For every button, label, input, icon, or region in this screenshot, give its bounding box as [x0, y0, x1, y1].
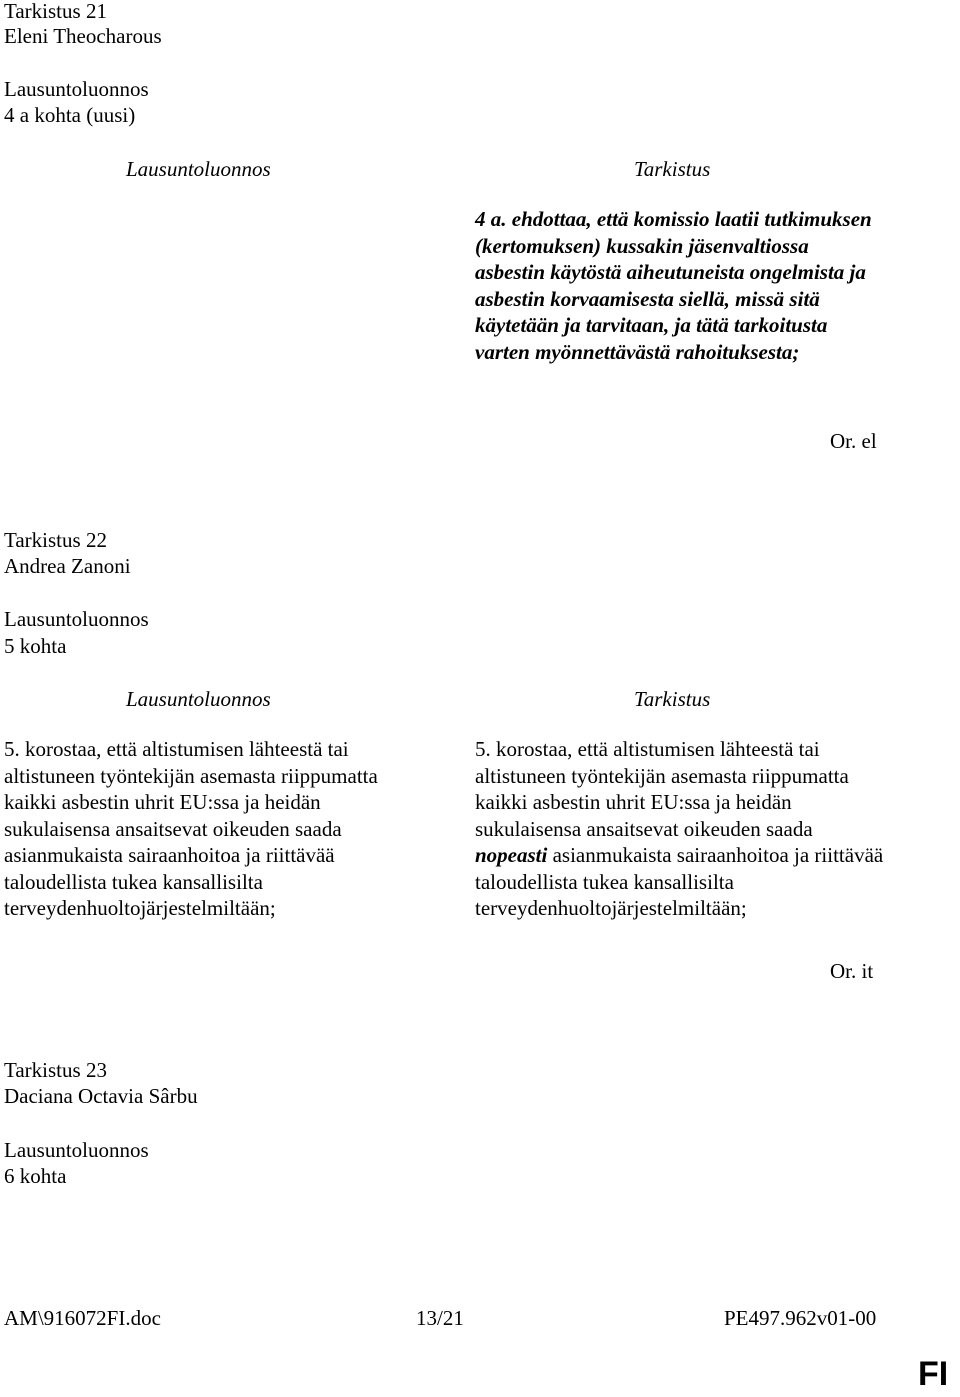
amendment-23-number: Tarkistus 23 — [4, 1058, 107, 1082]
amendment-23-proposal-label: Lausuntoluonnos — [4, 1138, 149, 1162]
amendment-22-paragraph: 5 kohta — [4, 634, 67, 658]
amendment-22-header-draft: Lausuntoluonnos — [126, 687, 271, 711]
amendment-21-amendment-text: 4 a. ehdottaa, että komissio laatii tutkimuksen (kertomuksen) kussakin jäsenvaltiossa asbestin käytöstä aiheutuneista ongelmista ja asbestin korvaamisesta siellä, missä sitä käytetään ja tarvitaan, ja tätä tarkoitusta varten myönnettävästä rahoituksesta; — [475, 207, 872, 364]
footer-language-mark: FI — [918, 1355, 949, 1393]
amendment-21-proposal-label: Lausuntoluonnos — [4, 77, 149, 101]
amendment-22-proposal-label: Lausuntoluonnos — [4, 607, 149, 631]
amendment-22-header-amendment: Tarkistus — [634, 687, 711, 711]
amendment-23-author: Daciana Octavia Sârbu — [4, 1084, 198, 1108]
amendment-22-original-language: Or. it — [830, 959, 874, 983]
amendment-21-author: Eleni Theocharous — [4, 24, 162, 48]
amendment-21-header-amendment: Tarkistus — [634, 157, 711, 181]
amendment-21-number: Tarkistus 21 — [4, 0, 107, 23]
amendment-21-original-language: Or. el — [830, 429, 877, 453]
amendment-21-paragraph: 4 a kohta (uusi) — [4, 103, 136, 127]
amendment-22-amendment-text — [475, 736, 885, 922]
amendment-22-amendment-text-part2: asianmukaista sairaanhoitoa ja riittävää taloudellista tukea kansallisilta terveydenhuoltojärjestelmiltään; — [475, 843, 884, 920]
footer-page-number: 13/21 — [416, 1306, 464, 1330]
amendment-22-amendment-emphasis: nopeasti — [475, 843, 548, 867]
footer-pe-ref: PE497.962v01-00 — [724, 1306, 877, 1330]
footer-doc-ref: AM\916072FI.doc — [4, 1306, 161, 1330]
amendment-22-number: Tarkistus 22 — [4, 528, 107, 552]
amendment-23-paragraph: 6 kohta — [4, 1164, 67, 1188]
amendment-22-draft-text: 5. korostaa, että altistumisen lähteestä tai altistuneen työntekijän asemasta riippumatta kaikki asbestin uhrit EU:ssa ja heidän sukulaisensa ansaitsevat oikeuden saada asianmukaista sairaanhoitoa ja riittävää taloudellista tukea kansallisilta terveydenhuoltojärjestelmiltään; — [4, 737, 378, 920]
amendment-22-amendment-text-part1: 5. korostaa, että altistumisen lähteestä tai altistuneen työntekijän asemasta riippumatta kaikki asbestin uhrit EU:ssa ja heidän sukulaisensa ansaitsevat oikeuden saada — [475, 737, 849, 841]
amendment-22-author: Andrea Zanoni — [4, 554, 131, 578]
amendment-21-header-draft: Lausuntoluonnos — [126, 157, 271, 181]
